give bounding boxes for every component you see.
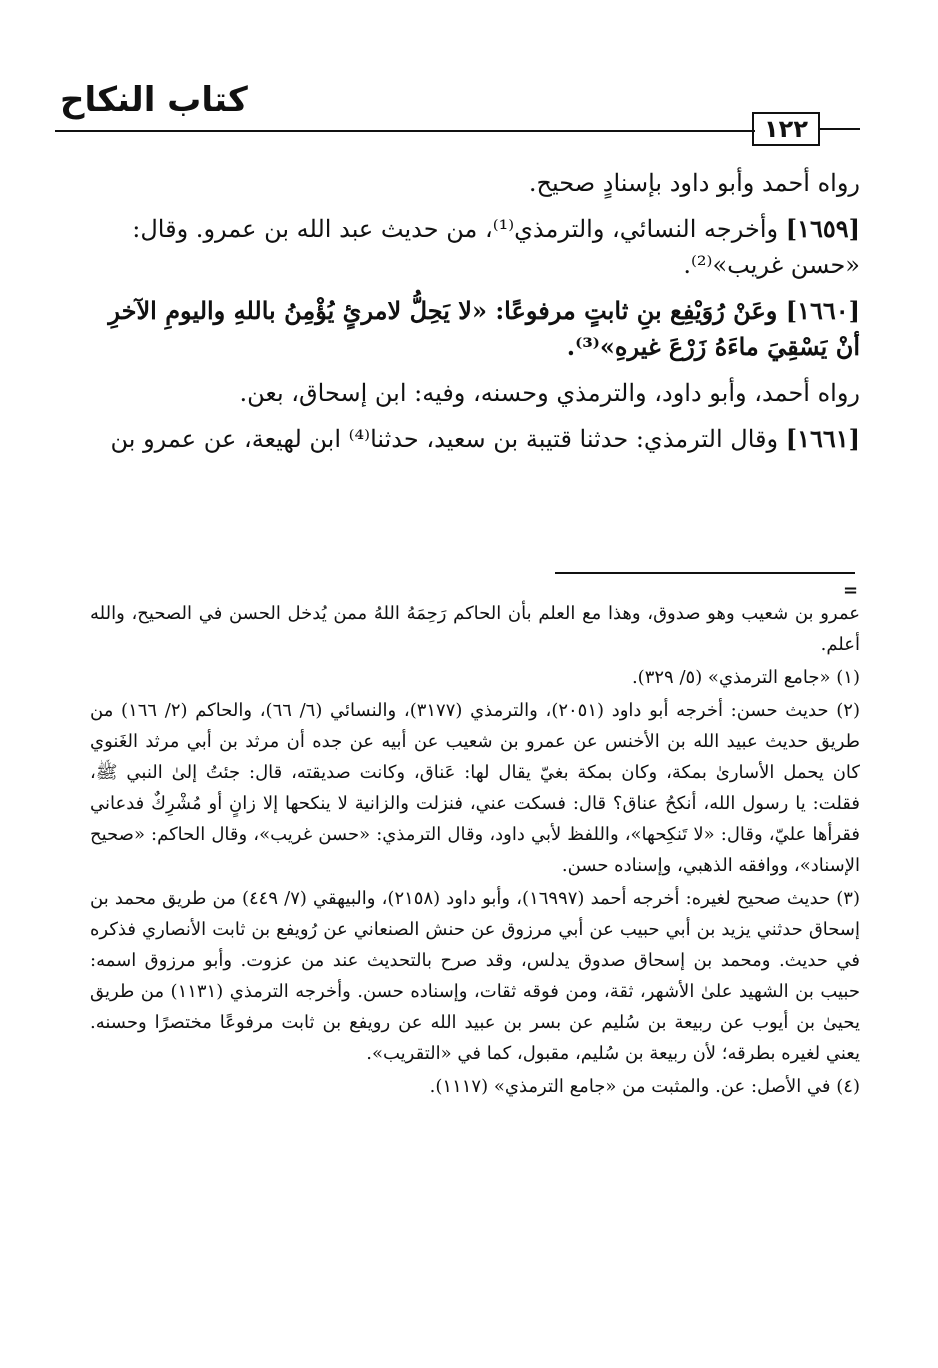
- paragraph-1: رواه أحمد وأبو داود بإسنادٍ صحيح.: [528, 169, 860, 197]
- hadith-number: [١٦٦٠]: [785, 296, 860, 325]
- footnote-separator: [555, 572, 855, 574]
- footnote-2: (٢) حديث حسن: أخرجه أبو داود (٢٠٥١)، والترمذي (٣١٧٧)، والنسائي (٦/ ٦٦)، والحاكم (٢/ ١٦٦) من طريق حديث عبيد الله بن الأخنس عن عمرو بن شعيب عن أبيه عن جده أن مرثد بن أبي مرثد الغَنوي كان يحمل الأسارىٰ بمكة، وكان بمكة بغيّ يقال لها: عَناق، وكانت صديقته، قال: جئتُ إلىٰ النبي ﷺ، فقلت: يا رسول الله، أنكحُ عناق؟ قال: فسكت عني، فنزلت والزانية لا ينكحها إلا زانٍ أو مُشْرِكٌ فدعاني فقرأها عليّ، وقال: «لا تَنكِحها»، واللفظ لأبي داود، وقال الترمذي: «حسن غريب»، وقال الحاكم: «صحيح الإسناد»، ووافقه الذهبي، وإسناده حسن.: [90, 700, 860, 876]
- paragraph-1659: [80, 211, 860, 283]
- hadith-text: وعَنْ رُوَيْفِع بنِ ثابتٍ مرفوعًا: «لا يَحِلُّ لامرئٍ يُؤْمِنُ باللهِ واليومِ الآخرِ أنْ يَسْقِيَ ماءَهُ زَرْعَ غيرهِ»⁽³⁾.: [108, 296, 860, 361]
- page-number: ١٢٢: [752, 112, 820, 146]
- header-rule: [55, 130, 755, 132]
- continuation-mark: =: [843, 580, 859, 601]
- paragraph-1660: [80, 293, 860, 365]
- footnote-1: (١) «جامع الترمذي» (٥/ ٣٢٩).: [631, 667, 860, 688]
- paragraph-1661: [80, 421, 860, 457]
- footnote-continued: عمرو بن شعيب وهو صدوق، وهذا مع العلم بأن الحاكم رَحِمَهُ اللهُ ممن يُدخل الحسن في الصحيح، والله أعلم.: [90, 603, 861, 655]
- footnotes: [90, 598, 860, 1104]
- hadith-text: وقال الترمذي: حدثنا قتيبة بن سعيد، حدثنا⁽⁴⁾ ابن لهيعة، عن عمرو بن: [110, 425, 779, 453]
- main-text: [80, 165, 860, 467]
- header-rule-right: [820, 128, 860, 130]
- hadith-text: وأخرجه النسائي، والترمذي⁽¹⁾، من حديث عبد الله بن عمرو. وقال: «حسن غريب»⁽²⁾.: [132, 215, 860, 279]
- paragraph-4: رواه أحمد، وأبو داود، والترمذي وحسنه، وفيه: ابن إسحاق، بعن.: [239, 379, 860, 407]
- hadith-number: [١٦٦١]: [785, 424, 860, 453]
- hadith-number: [١٦٥٩]: [785, 214, 860, 243]
- footnote-3: (٣) حديث صحيح لغيره: أخرجه أحمد (١٦٩٩٧)، وأبو داود (٢١٥٨)، والبيهقي (٧/ ٤٤٩) من طريق محمد بن إسحاق حدثني يزيد بن أبي حبيب عن أبي مرزوق عن حنش الصنعاني عن رُويفع بن ثابت الأنصاري فذكره في حديث. ومحمد بن إسحاق صدوق يدلس، وقد صرح بالتحديث عند من عزوت. وأبو مرزوق اسمه: حبيب بن الشهيد علىٰ الأشهر، ثقة، ومن فوقه ثقات، وإسناده حسن. وأخرجه الترمذي (١١٣١) من طريق يحيىٰ بن أيوب عن ربيعة بن سُليم عن بسر بن عبيد الله عن رويفع بن ثابت مرفوعًا مختصرًا وحسنه. يعني لغيره بطرقه؛ لأن ربيعة بن سُليم، مقبول، كما في «التقريب».: [90, 888, 860, 1064]
- running-header-title: كتاب النكاح: [60, 80, 248, 120]
- footnote-4: (٤) في الأصل: عن. والمثبت من «جامع الترمذي» (١١١٧).: [429, 1076, 860, 1097]
